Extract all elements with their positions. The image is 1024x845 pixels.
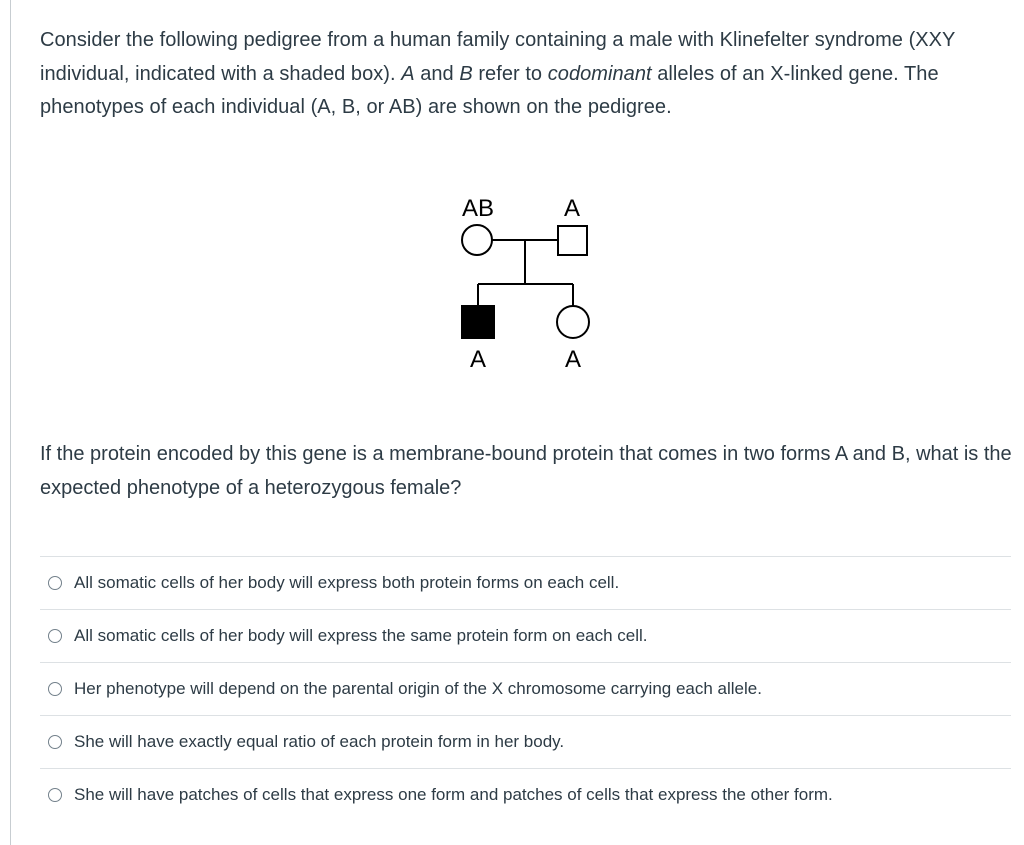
answer-label: All somatic cells of her body will express the same protein form on each cell. (74, 626, 648, 645)
answer-option[interactable] (40, 663, 1011, 716)
question-intro-2: alleles of an X-linked gene. The phenotypes of each individual (A, B, or AB) are shown on the pedigree. (40, 62, 939, 118)
daughter-circle (557, 306, 589, 338)
question-text (40, 24, 1015, 125)
answer-option[interactable] (40, 610, 1011, 663)
answer-option[interactable] (40, 557, 1011, 610)
son-phenotype-label: A (469, 346, 487, 373)
answer-option[interactable] (40, 716, 1011, 769)
question-and: and (414, 62, 460, 85)
question-prompt: If the protein encoded by this gene is a membrane-bound protein that comes in two forms A and B, what is the expected phenotype of a heterozygous female? (40, 443, 1012, 499)
father-phenotype-label: A (563, 195, 581, 222)
allele-a-term: A (401, 62, 415, 85)
answer-list (40, 556, 1011, 821)
answer-option[interactable] (40, 769, 1011, 821)
radio-button[interactable] (48, 788, 62, 802)
question-refer-to: refer to (472, 62, 548, 85)
mother-phenotype-label: AB (461, 195, 495, 222)
answer-label: She will have patches of cells that express one form and patches of cells that express the other form. (74, 785, 833, 804)
answer-label: Her phenotype will depend on the parental origin of the X chromosome carrying each allele. (74, 679, 762, 698)
father-square (558, 226, 587, 255)
question-intro-1: Consider the following pedigree from a human family containing a male with Klinefelter syndrome (XXY individual, indicated with a shaded box). (40, 29, 956, 85)
allele-b-term: B (459, 62, 473, 85)
page-left-border (10, 0, 11, 845)
answer-label: She will have exactly equal ratio of each protein form in her body. (74, 732, 565, 751)
radio-button[interactable] (48, 735, 62, 749)
radio-button[interactable] (48, 576, 62, 590)
pedigree-svg (440, 190, 620, 380)
pedigree-diagram (440, 190, 620, 380)
radio-button[interactable] (48, 682, 62, 696)
answer-label: All somatic cells of her body will express both protein forms on each cell. (74, 573, 620, 592)
mother-circle (462, 225, 492, 255)
daughter-phenotype-label: A (564, 346, 582, 373)
affected-son-square (462, 306, 494, 338)
codominant-term: codominant (547, 62, 652, 85)
radio-button[interactable] (48, 629, 62, 643)
